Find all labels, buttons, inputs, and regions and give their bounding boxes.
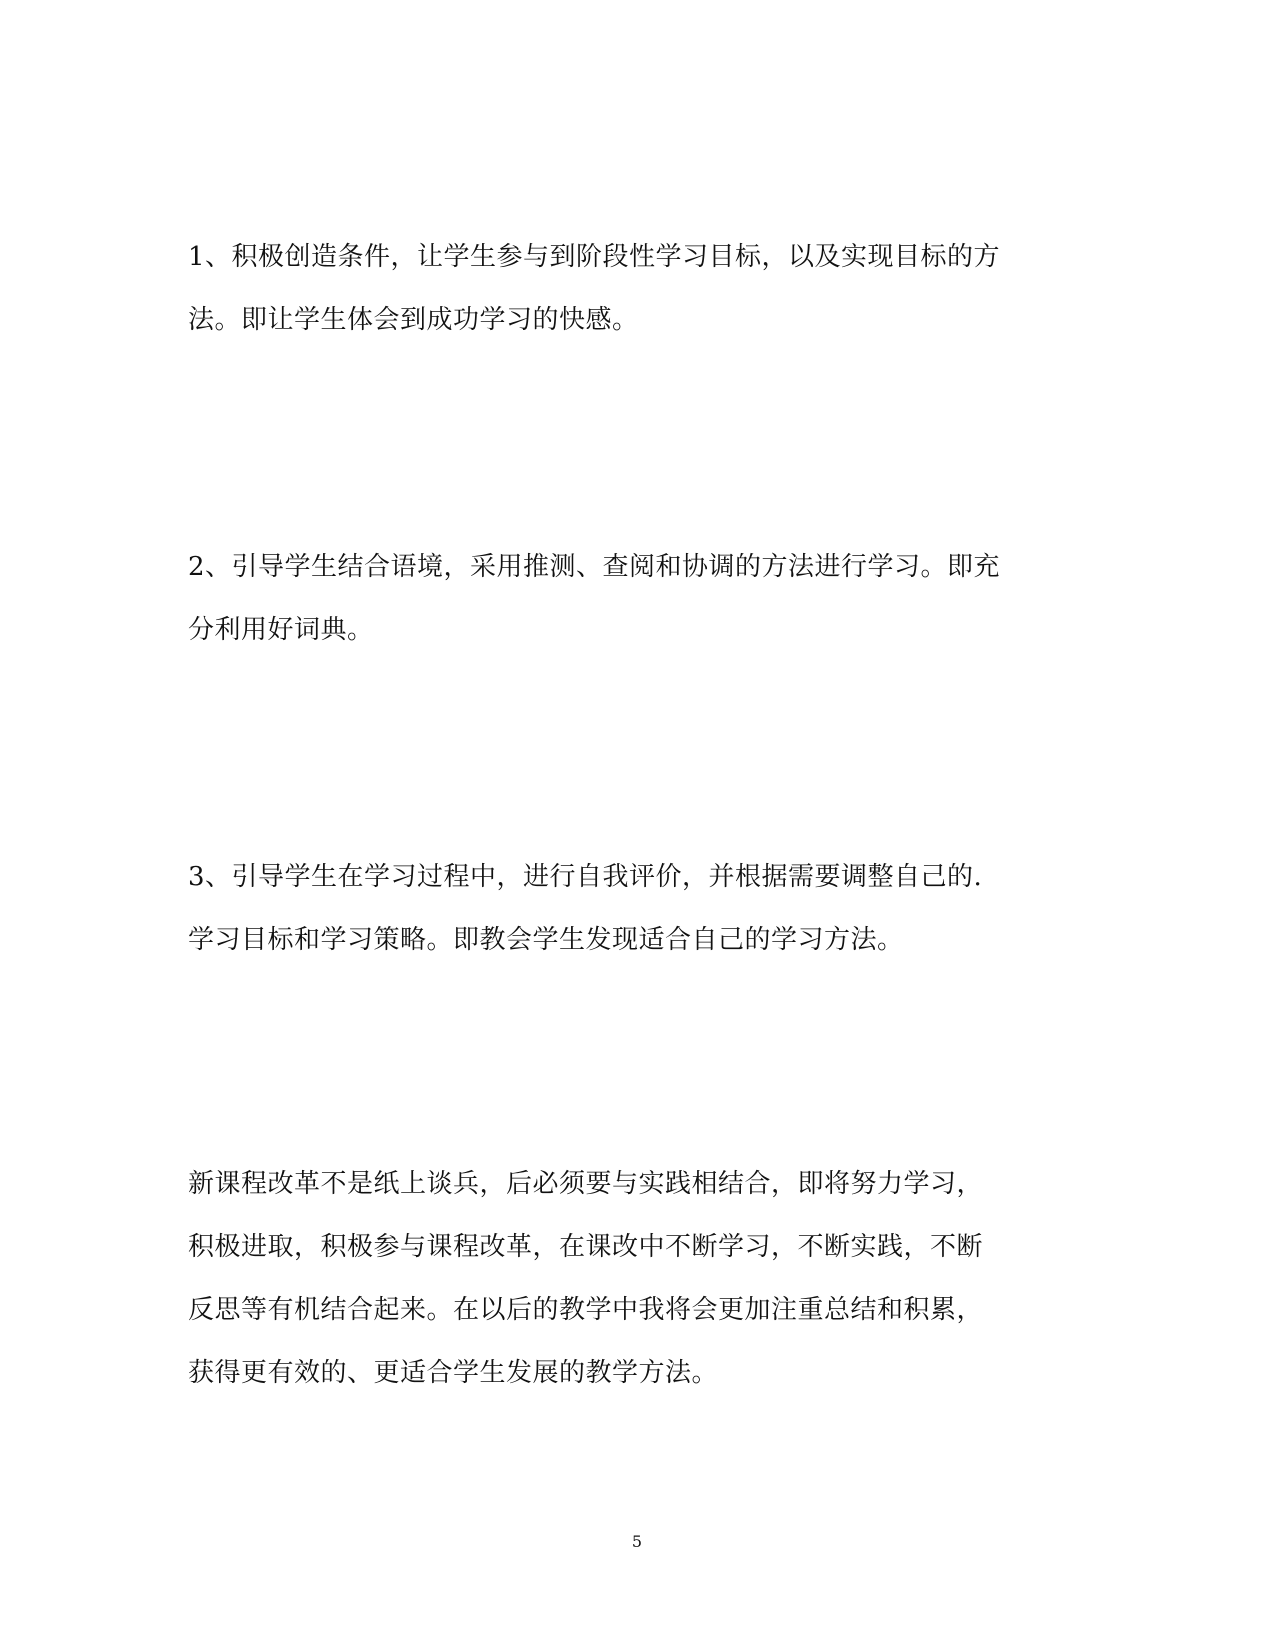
paragraph-4-line-4: 获得更有效的、更适合学生发展的教学方法。 [188, 1358, 719, 1388]
paragraph-4-line-2: 积极进取，积极参与课程改革，在课改中不断学习，不断实践，不断 [188, 1232, 984, 1262]
paragraph-2-line-2: 分利用好词典。 [188, 615, 374, 645]
paragraph-4-line-1: 新课程改革不是纸上谈兵，后必须要与实践相结合，即将努力学习， [188, 1169, 984, 1199]
paragraph-3-line-1: 3、引导学生在学习过程中，进行自我评价，并根据需要调整自己的. [188, 862, 983, 892]
paragraph-1-line-1: 1、积极创造条件，让学生参与到阶段性学习目标，以及实现目标的方 [188, 242, 1001, 272]
paragraph-4-line-3: 反思等有机结合起来。在以后的教学中我将会更加注重总结和积累， [188, 1295, 984, 1325]
paragraph-3-line-2: 学习目标和学习策略。即教会学生发现适合自己的学习方法。 [188, 925, 904, 955]
page-number: 5 [631, 1532, 643, 1551]
paragraph-1-line-2: 法。即让学生体会到成功学习的快感。 [188, 305, 639, 335]
paragraph-2-line-1: 2、引导学生结合语境，采用推测、查阅和协调的方法进行学习。即充 [188, 552, 1001, 582]
